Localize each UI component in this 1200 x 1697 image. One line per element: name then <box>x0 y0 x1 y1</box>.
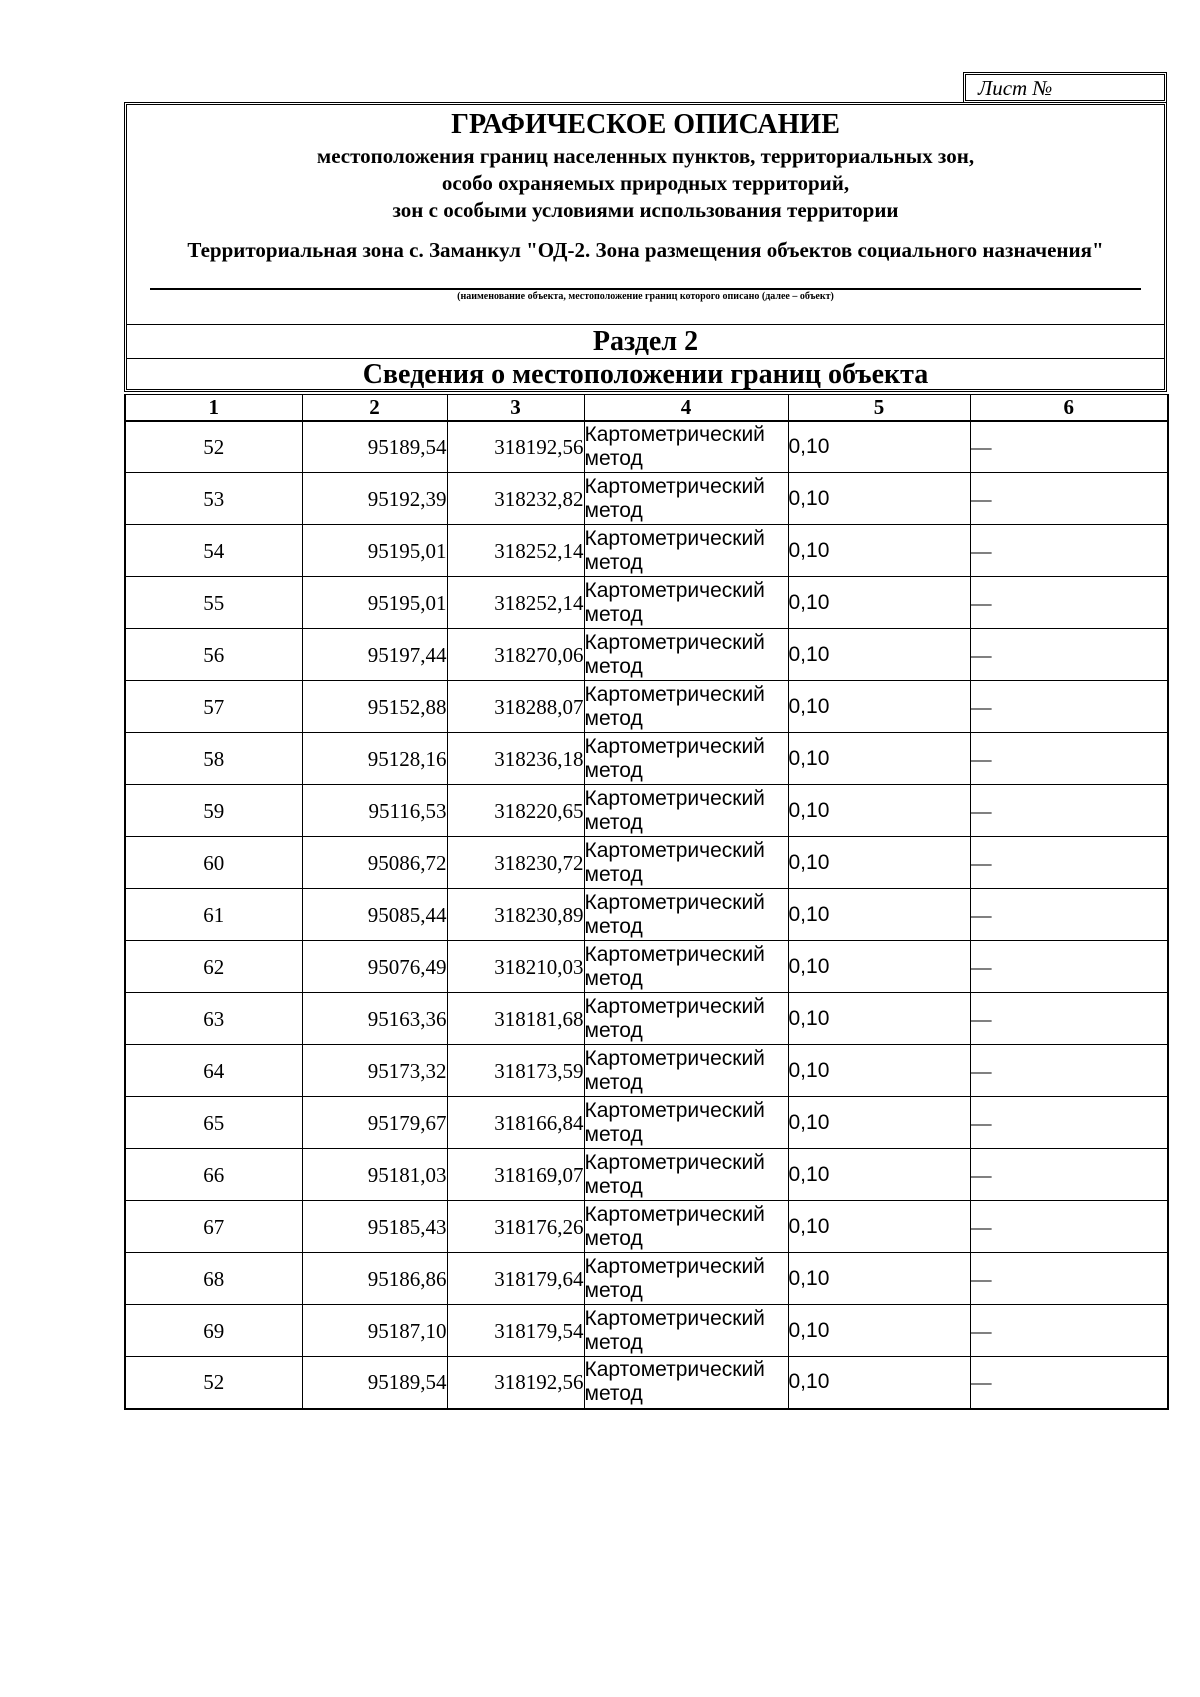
method-cell: Картометрический метод <box>584 889 788 941</box>
description-cell: — <box>970 733 1168 785</box>
document-header <box>124 102 1167 392</box>
accuracy-cell: 0,10 <box>788 421 970 473</box>
subtitle-line: зон с особыми условиями использования территории <box>392 198 899 222</box>
table-row <box>125 1305 1168 1357</box>
x-coordinate-cell: 95181,03 <box>302 1149 447 1201</box>
table-row <box>125 421 1168 473</box>
point-number-cell: 68 <box>125 1253 302 1305</box>
accuracy-cell: 0,10 <box>788 525 970 577</box>
accuracy-cell: 0,10 <box>788 1149 970 1201</box>
method-cell: Картометрический метод <box>584 1201 788 1253</box>
object-name-underline <box>150 288 1141 290</box>
x-coordinate-cell: 95085,44 <box>302 889 447 941</box>
y-coordinate-cell: 318236,18 <box>447 733 584 785</box>
description-cell: — <box>970 1357 1168 1409</box>
x-coordinate-cell: 95179,67 <box>302 1097 447 1149</box>
y-coordinate-cell: 318181,68 <box>447 993 584 1045</box>
y-coordinate-cell: 318252,14 <box>447 577 584 629</box>
description-cell: — <box>970 941 1168 993</box>
accuracy-cell: 0,10 <box>788 993 970 1045</box>
description-cell: — <box>970 473 1168 525</box>
description-cell: — <box>970 525 1168 577</box>
point-number-cell: 59 <box>125 785 302 837</box>
method-cell: Картометрический метод <box>584 1253 788 1305</box>
accuracy-cell: 0,10 <box>788 837 970 889</box>
y-coordinate-cell: 318220,65 <box>447 785 584 837</box>
column-header: 6 <box>970 395 1168 421</box>
point-number-cell: 67 <box>125 1201 302 1253</box>
subtitle-line: особо охраняемых природных территорий, <box>441 171 850 195</box>
table-row <box>125 525 1168 577</box>
description-cell: — <box>970 993 1168 1045</box>
description-cell: — <box>970 629 1168 681</box>
x-coordinate-cell: 95192,39 <box>302 473 447 525</box>
table-row <box>125 1253 1168 1305</box>
description-cell: — <box>970 889 1168 941</box>
description-cell: — <box>970 1253 1168 1305</box>
sheet-number-label: Лист № <box>965 74 1165 101</box>
x-coordinate-cell: 95195,01 <box>302 577 447 629</box>
x-coordinate-cell: 95116,53 <box>302 785 447 837</box>
accuracy-cell: 0,10 <box>788 629 970 681</box>
method-cell: Картометрический метод <box>584 577 788 629</box>
section-title: Раздел 2 <box>127 324 1164 359</box>
description-cell: — <box>970 1097 1168 1149</box>
x-coordinate-cell: 95187,10 <box>302 1305 447 1357</box>
object-name-caption: (наименование объекта, местоположение границ которого описано (далее – объект) <box>457 291 834 302</box>
table-row <box>125 1045 1168 1097</box>
point-number-cell: 63 <box>125 993 302 1045</box>
table-row <box>125 681 1168 733</box>
column-header: 2 <box>302 395 447 421</box>
point-number-cell: 56 <box>125 629 302 681</box>
description-cell: — <box>970 421 1168 473</box>
column-header: 5 <box>788 395 970 421</box>
y-coordinate-cell: 318179,54 <box>447 1305 584 1357</box>
table-row <box>125 941 1168 993</box>
description-cell: — <box>970 577 1168 629</box>
y-coordinate-cell: 318252,14 <box>447 525 584 577</box>
x-coordinate-cell: 95197,44 <box>302 629 447 681</box>
accuracy-cell: 0,10 <box>788 1305 970 1357</box>
description-cell: — <box>970 785 1168 837</box>
method-cell: Картометрический метод <box>584 1149 788 1201</box>
table-row <box>125 1097 1168 1149</box>
table-row <box>125 889 1168 941</box>
x-coordinate-cell: 95189,54 <box>302 1357 447 1409</box>
x-coordinate-cell: 95152,88 <box>302 681 447 733</box>
y-coordinate-cell: 318166,84 <box>447 1097 584 1149</box>
point-number-cell: 65 <box>125 1097 302 1149</box>
table-header-row <box>125 395 1168 421</box>
point-number-cell: 52 <box>125 1357 302 1409</box>
table-row <box>125 993 1168 1045</box>
y-coordinate-cell: 318192,56 <box>447 1357 584 1409</box>
y-coordinate-cell: 318270,06 <box>447 629 584 681</box>
method-cell: Картометрический метод <box>584 993 788 1045</box>
sheet-number-box <box>963 72 1167 103</box>
object-name: Территориальная зона с. Заманкул "ОД-2. Зона размещения объектов социального назначения" <box>187 238 1104 262</box>
accuracy-cell: 0,10 <box>788 1045 970 1097</box>
subtitle-line: местоположения границ населенных пунктов, территориальных зон, <box>316 144 975 168</box>
method-cell: Картометрический метод <box>584 733 788 785</box>
table-row <box>125 629 1168 681</box>
table-row <box>125 473 1168 525</box>
coordinates-table <box>124 394 1169 1410</box>
x-coordinate-cell: 95128,16 <box>302 733 447 785</box>
point-number-cell: 58 <box>125 733 302 785</box>
x-coordinate-cell: 95186,86 <box>302 1253 447 1305</box>
accuracy-cell: 0,10 <box>788 1253 970 1305</box>
y-coordinate-cell: 318230,72 <box>447 837 584 889</box>
point-number-cell: 54 <box>125 525 302 577</box>
method-cell: Картометрический метод <box>584 837 788 889</box>
y-coordinate-cell: 318176,26 <box>447 1201 584 1253</box>
table-row <box>125 577 1168 629</box>
section-subtitle: Сведения о местоположении границ объекта <box>127 358 1164 392</box>
x-coordinate-cell: 95173,32 <box>302 1045 447 1097</box>
point-number-cell: 64 <box>125 1045 302 1097</box>
description-cell: — <box>970 1305 1168 1357</box>
column-header: 3 <box>447 395 584 421</box>
document-title: ГРАФИЧЕСКОЕ ОПИСАНИЕ <box>451 109 840 140</box>
table-row <box>125 1357 1168 1409</box>
x-coordinate-cell: 95189,54 <box>302 421 447 473</box>
x-coordinate-cell: 95185,43 <box>302 1201 447 1253</box>
method-cell: Картометрический метод <box>584 1357 788 1409</box>
accuracy-cell: 0,10 <box>788 785 970 837</box>
point-number-cell: 60 <box>125 837 302 889</box>
method-cell: Картометрический метод <box>584 629 788 681</box>
accuracy-cell: 0,10 <box>788 577 970 629</box>
method-cell: Картометрический метод <box>584 785 788 837</box>
point-number-cell: 57 <box>125 681 302 733</box>
accuracy-cell: 0,10 <box>788 733 970 785</box>
accuracy-cell: 0,10 <box>788 1097 970 1149</box>
y-coordinate-cell: 318232,82 <box>447 473 584 525</box>
accuracy-cell: 0,10 <box>788 1357 970 1409</box>
accuracy-cell: 0,10 <box>788 1201 970 1253</box>
x-coordinate-cell: 95076,49 <box>302 941 447 993</box>
x-coordinate-cell: 95195,01 <box>302 525 447 577</box>
method-cell: Картометрический метод <box>584 1305 788 1357</box>
method-cell: Картометрический метод <box>584 525 788 577</box>
method-cell: Картометрический метод <box>584 1045 788 1097</box>
method-cell: Картометрический метод <box>584 421 788 473</box>
description-cell: — <box>970 837 1168 889</box>
description-cell: — <box>970 1201 1168 1253</box>
method-cell: Картометрический метод <box>584 473 788 525</box>
y-coordinate-cell: 318192,56 <box>447 421 584 473</box>
method-cell: Картометрический метод <box>584 941 788 993</box>
table-row <box>125 1201 1168 1253</box>
table-row <box>125 1149 1168 1201</box>
column-header: 1 <box>125 395 302 421</box>
y-coordinate-cell: 318210,03 <box>447 941 584 993</box>
y-coordinate-cell: 318288,07 <box>447 681 584 733</box>
accuracy-cell: 0,10 <box>788 889 970 941</box>
accuracy-cell: 0,10 <box>788 473 970 525</box>
description-cell: — <box>970 1045 1168 1097</box>
description-cell: — <box>970 1149 1168 1201</box>
accuracy-cell: 0,10 <box>788 941 970 993</box>
point-number-cell: 53 <box>125 473 302 525</box>
method-cell: Картометрический метод <box>584 681 788 733</box>
point-number-cell: 61 <box>125 889 302 941</box>
y-coordinate-cell: 318230,89 <box>447 889 584 941</box>
y-coordinate-cell: 318169,07 <box>447 1149 584 1201</box>
point-number-cell: 66 <box>125 1149 302 1201</box>
point-number-cell: 55 <box>125 577 302 629</box>
description-cell: — <box>970 681 1168 733</box>
document-subtitle <box>127 143 1164 224</box>
point-number-cell: 69 <box>125 1305 302 1357</box>
point-number-cell: 52 <box>125 421 302 473</box>
table-row <box>125 733 1168 785</box>
table-row <box>125 785 1168 837</box>
x-coordinate-cell: 95086,72 <box>302 837 447 889</box>
point-number-cell: 62 <box>125 941 302 993</box>
y-coordinate-cell: 318173,59 <box>447 1045 584 1097</box>
y-coordinate-cell: 318179,64 <box>447 1253 584 1305</box>
x-coordinate-cell: 95163,36 <box>302 993 447 1045</box>
table-row <box>125 837 1168 889</box>
column-header: 4 <box>584 395 788 421</box>
accuracy-cell: 0,10 <box>788 681 970 733</box>
method-cell: Картометрический метод <box>584 1097 788 1149</box>
